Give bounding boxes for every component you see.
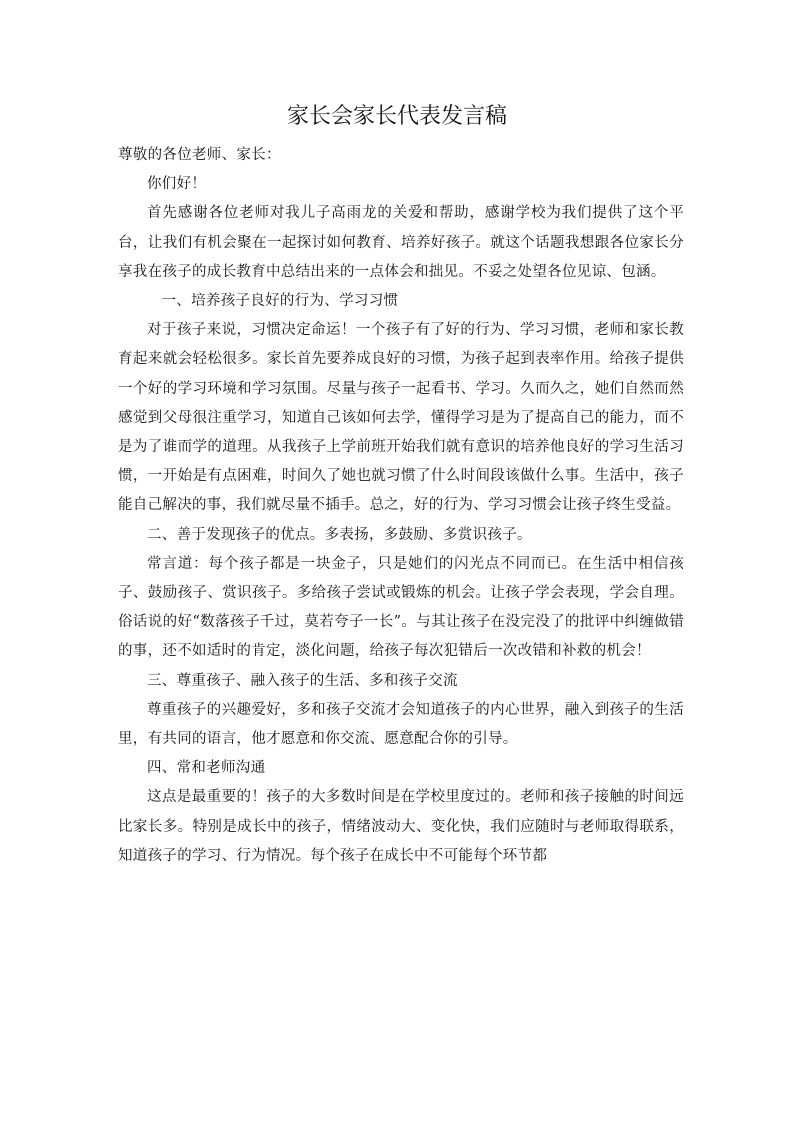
paragraph: 常言道：每个孩子都是一块金子，只是她们的闪光点不同而已。在生活中相信孩子、鼓励孩子、赏识孩子。多给孩子尝试或锻炼的机会。让孩子学会表现，学会自理。俗话说的好“数落孩子千过，莫若夸子一长”。与其让孩子在没完没了的批评中纠缠做错的事，还不如适时的肯定，淡化问题，给孩子每次犯错后一次改错和补救的机会！ [118,555,684,660]
paragraph: 首先感谢各位老师对我儿子高雨龙的关爱和帮助，感谢学校为我们提供了这个平台，让我们有机会聚在一起探讨如何教育、培养好孩子。就这个话题我想跟各位家长分享我在孩子的成长教育中总结出来的一点体会和拙见。不妥之处望各位见谅、包涵。 [118,205,684,280]
document-title: 家长会家长代表发言稿 [286,104,507,129]
greeting: 你们好！ [147,176,207,193]
section-heading: 二、善于发现孩子的优点。多表扬，多鼓励、多赏识孩子。 [147,526,532,543]
section-heading: 四、常和老师沟通 [147,760,266,777]
salutation: 尊敬的各位老师、家长： [118,147,281,163]
document-body [118,141,684,871]
paragraph: 尊重孩子的兴趣爱好，多和孩子交流才会知道孩子的内心世界，融入到孩子的生活里，有共同的语言，他才愿意和你交流、愿意配合你的引导。 [118,701,684,748]
section-heading: 三、尊重孩子、融入孩子的生活、多和孩子交流 [147,672,458,689]
paragraph: 对于孩子来说，习惯决定命运！一个孩子有了好的行为、学习习惯，老师和家长教育起来就会轻松很多。家长首先要养成良好的习惯，为孩子起到表率作用。给孩子提供一个好的学习环境和学习氛围。尽量与孩子一起看书、学习。久而久之，她们自然而然感觉到父母很注重学习，知道自己该如何去学，懂得学习是为了提高自己的能力，而不是为了谁而学的道理。从我孩子上学前班开始我们就有意识的培养他良好的学习生活习惯，一开始是有点困难，时间久了她也就习惯了什么时间段该做什么事。生活中，孩子能自己解决的事，我们就尽量不插手。总之，好的行为、学习习惯会让孩子终生受益。 [118,322,684,514]
paragraph: 这点是最重要的！孩子的大多数时间是在学校里度过的。老师和孩子接触的时间远比家长多。特别是成长中的孩子，情绪波动大、变化快，我们应随时与老师取得联系，知道孩子的学习、行为情况。每个孩子在成长中不可能每个环节都 [118,789,684,864]
section-heading: 一、培养孩子良好的行为、学习习惯 [161,293,399,310]
